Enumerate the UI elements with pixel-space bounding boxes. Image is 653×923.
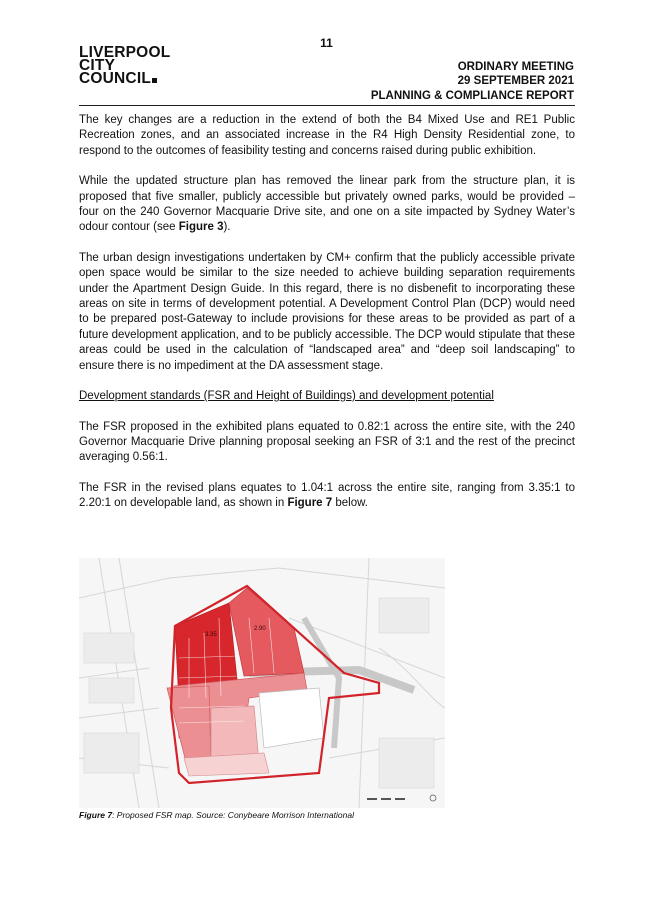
paragraph-text: ). (223, 221, 231, 234)
map-label: 3.35 (205, 632, 217, 638)
map-label: 2.90 (254, 626, 266, 632)
paragraph (79, 174, 575, 236)
logo-dot-icon (152, 78, 157, 83)
paragraph (79, 481, 575, 512)
paragraph-text: The FSR in the revised plans equates to 1.04:1 across the entire site, ranging from 3.35:1 to 2.20:1 on developable land, as shown in (79, 481, 575, 510)
page-number: 11 (320, 36, 333, 50)
section-heading: Development standards (FSR and Height of Buildings) and development potential (79, 390, 494, 403)
meeting-info (458, 60, 574, 88)
figure-caption (79, 810, 354, 820)
caption-text: : Proposed FSR map. Source: Conybeare Morrison International (112, 810, 354, 820)
meeting-title: ORDINARY MEETING (457, 61, 574, 73)
paragraph: The key changes are a reduction in the extend of both the B4 Mixed Use and RE1 Public Recreation zones, and an associated increase in the R4 High Density Residential zone, to respond to the outcomes of feasibility testing and concerns raised during public exhibition. (79, 114, 575, 157)
meeting-date: 29 SEPTEMBER 2021 (457, 75, 574, 87)
logo-line: CITY (79, 57, 116, 74)
paragraph: The urban design investigations undertaken by CM+ confirm that the publicly accessible private open space would be similar to the size needed to achieve building separation requirements under the Apartment Design Guide. In this regard, there is no disbenefit to incorporating these areas on site in terms of development potential. A Development Control Plan (DCP) would need to be prepared post-Gateway to include provisions for these areas to be provided as part of a future development application, and to be publicly accessible. The DCP would stipulate that these areas could be used in the calculation of “landscaped area” and “deep soil landscaping” to ensure there is no impediment at the DA assessment stage. (79, 251, 575, 372)
logo-line: LIVERPOOL (79, 44, 171, 61)
paragraph-text: While the updated structure plan has removed the linear park from the structure plan, it is proposed that five smaller, publicly accessible but privately owned parks, would be provided – four on the 240 Governor Macquarie Drive site, and one on a site impacted by Sydney Water’s odour contour (see (79, 175, 575, 234)
logo-line: COUNCIL (79, 70, 152, 87)
figure-reference: Figure 3 (178, 221, 224, 234)
fsr-map (79, 558, 445, 808)
council-logo (79, 46, 170, 85)
paragraph: The FSR proposed in the exhibited plans equated to 0.82:1 across the entire site, with the 240 Governor Macquarie Drive planning proposal seeking an FSR of 3:1 and the rest of the precinct averaging 0.56:1. (79, 420, 575, 464)
report-title: PLANNING & COMPLIANCE REPORT (370, 90, 574, 102)
caption-label: Figure 7 (79, 810, 113, 820)
figure-reference: Figure 7 (287, 497, 333, 510)
header-rule (79, 105, 575, 106)
report-body (79, 113, 575, 527)
paragraph-text: below. (332, 497, 368, 510)
